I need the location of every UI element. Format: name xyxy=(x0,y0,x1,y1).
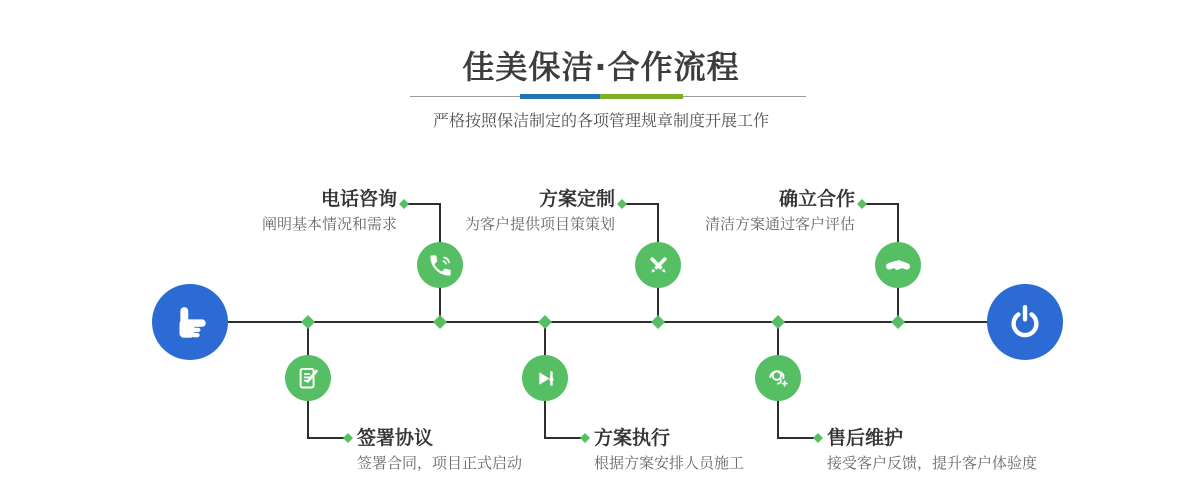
step-node-aftersales xyxy=(755,355,801,401)
step-node-sign xyxy=(285,355,331,401)
page-title: 佳美保洁·合作流程 xyxy=(462,48,740,86)
step-node-plan xyxy=(635,242,681,288)
step-desc: 接受客户反馈，提升客户体验度 xyxy=(827,454,1038,472)
step-node-cooperation xyxy=(875,242,921,288)
play-icon xyxy=(532,365,559,392)
step-label-cooperation xyxy=(605,188,855,234)
phone-icon xyxy=(427,252,454,279)
crossed-pencils-icon xyxy=(645,252,672,279)
junction-diamond xyxy=(771,315,785,329)
step-desc: 为客户提供项目策策划 xyxy=(464,215,615,233)
power-icon xyxy=(1004,301,1046,343)
step-desc: 签署合同，项目正式启动 xyxy=(357,454,523,472)
step-title: 售后维护 xyxy=(827,427,904,449)
step-label-plan xyxy=(365,188,615,234)
page-subtitle: 严格按照保洁制定的各项管理规章制度开展工作 xyxy=(432,111,769,130)
step-desc: 清洁方案通过客户评估 xyxy=(704,215,855,233)
start-node xyxy=(152,284,228,360)
junction-diamond xyxy=(891,315,905,329)
junction-diamond xyxy=(538,315,552,329)
junction-diamond xyxy=(433,315,447,329)
step-label-phone xyxy=(147,188,397,234)
customer-service-icon xyxy=(764,364,792,392)
step-title: 签署协议 xyxy=(357,427,434,449)
step-title: 电话咨询 xyxy=(320,188,397,210)
label-diamond xyxy=(343,433,353,443)
step-label-aftersales xyxy=(827,427,1107,473)
step-title: 方案执行 xyxy=(594,427,671,449)
step-desc: 阐明基本情况和需求 xyxy=(261,215,397,233)
junction-diamond xyxy=(301,315,315,329)
step-node-execute xyxy=(522,355,568,401)
step-title: 方案定制 xyxy=(538,188,615,210)
step-node-phone xyxy=(417,242,463,288)
label-diamond xyxy=(857,199,867,209)
signed-document-icon xyxy=(295,365,322,392)
step-desc: 根据方案安排人员施工 xyxy=(594,454,745,472)
junction-diamond xyxy=(651,315,665,329)
step-title: 确立合作 xyxy=(778,188,855,210)
pointing-hand-icon xyxy=(169,301,211,343)
handshake-icon xyxy=(884,251,912,279)
end-node xyxy=(987,284,1063,360)
